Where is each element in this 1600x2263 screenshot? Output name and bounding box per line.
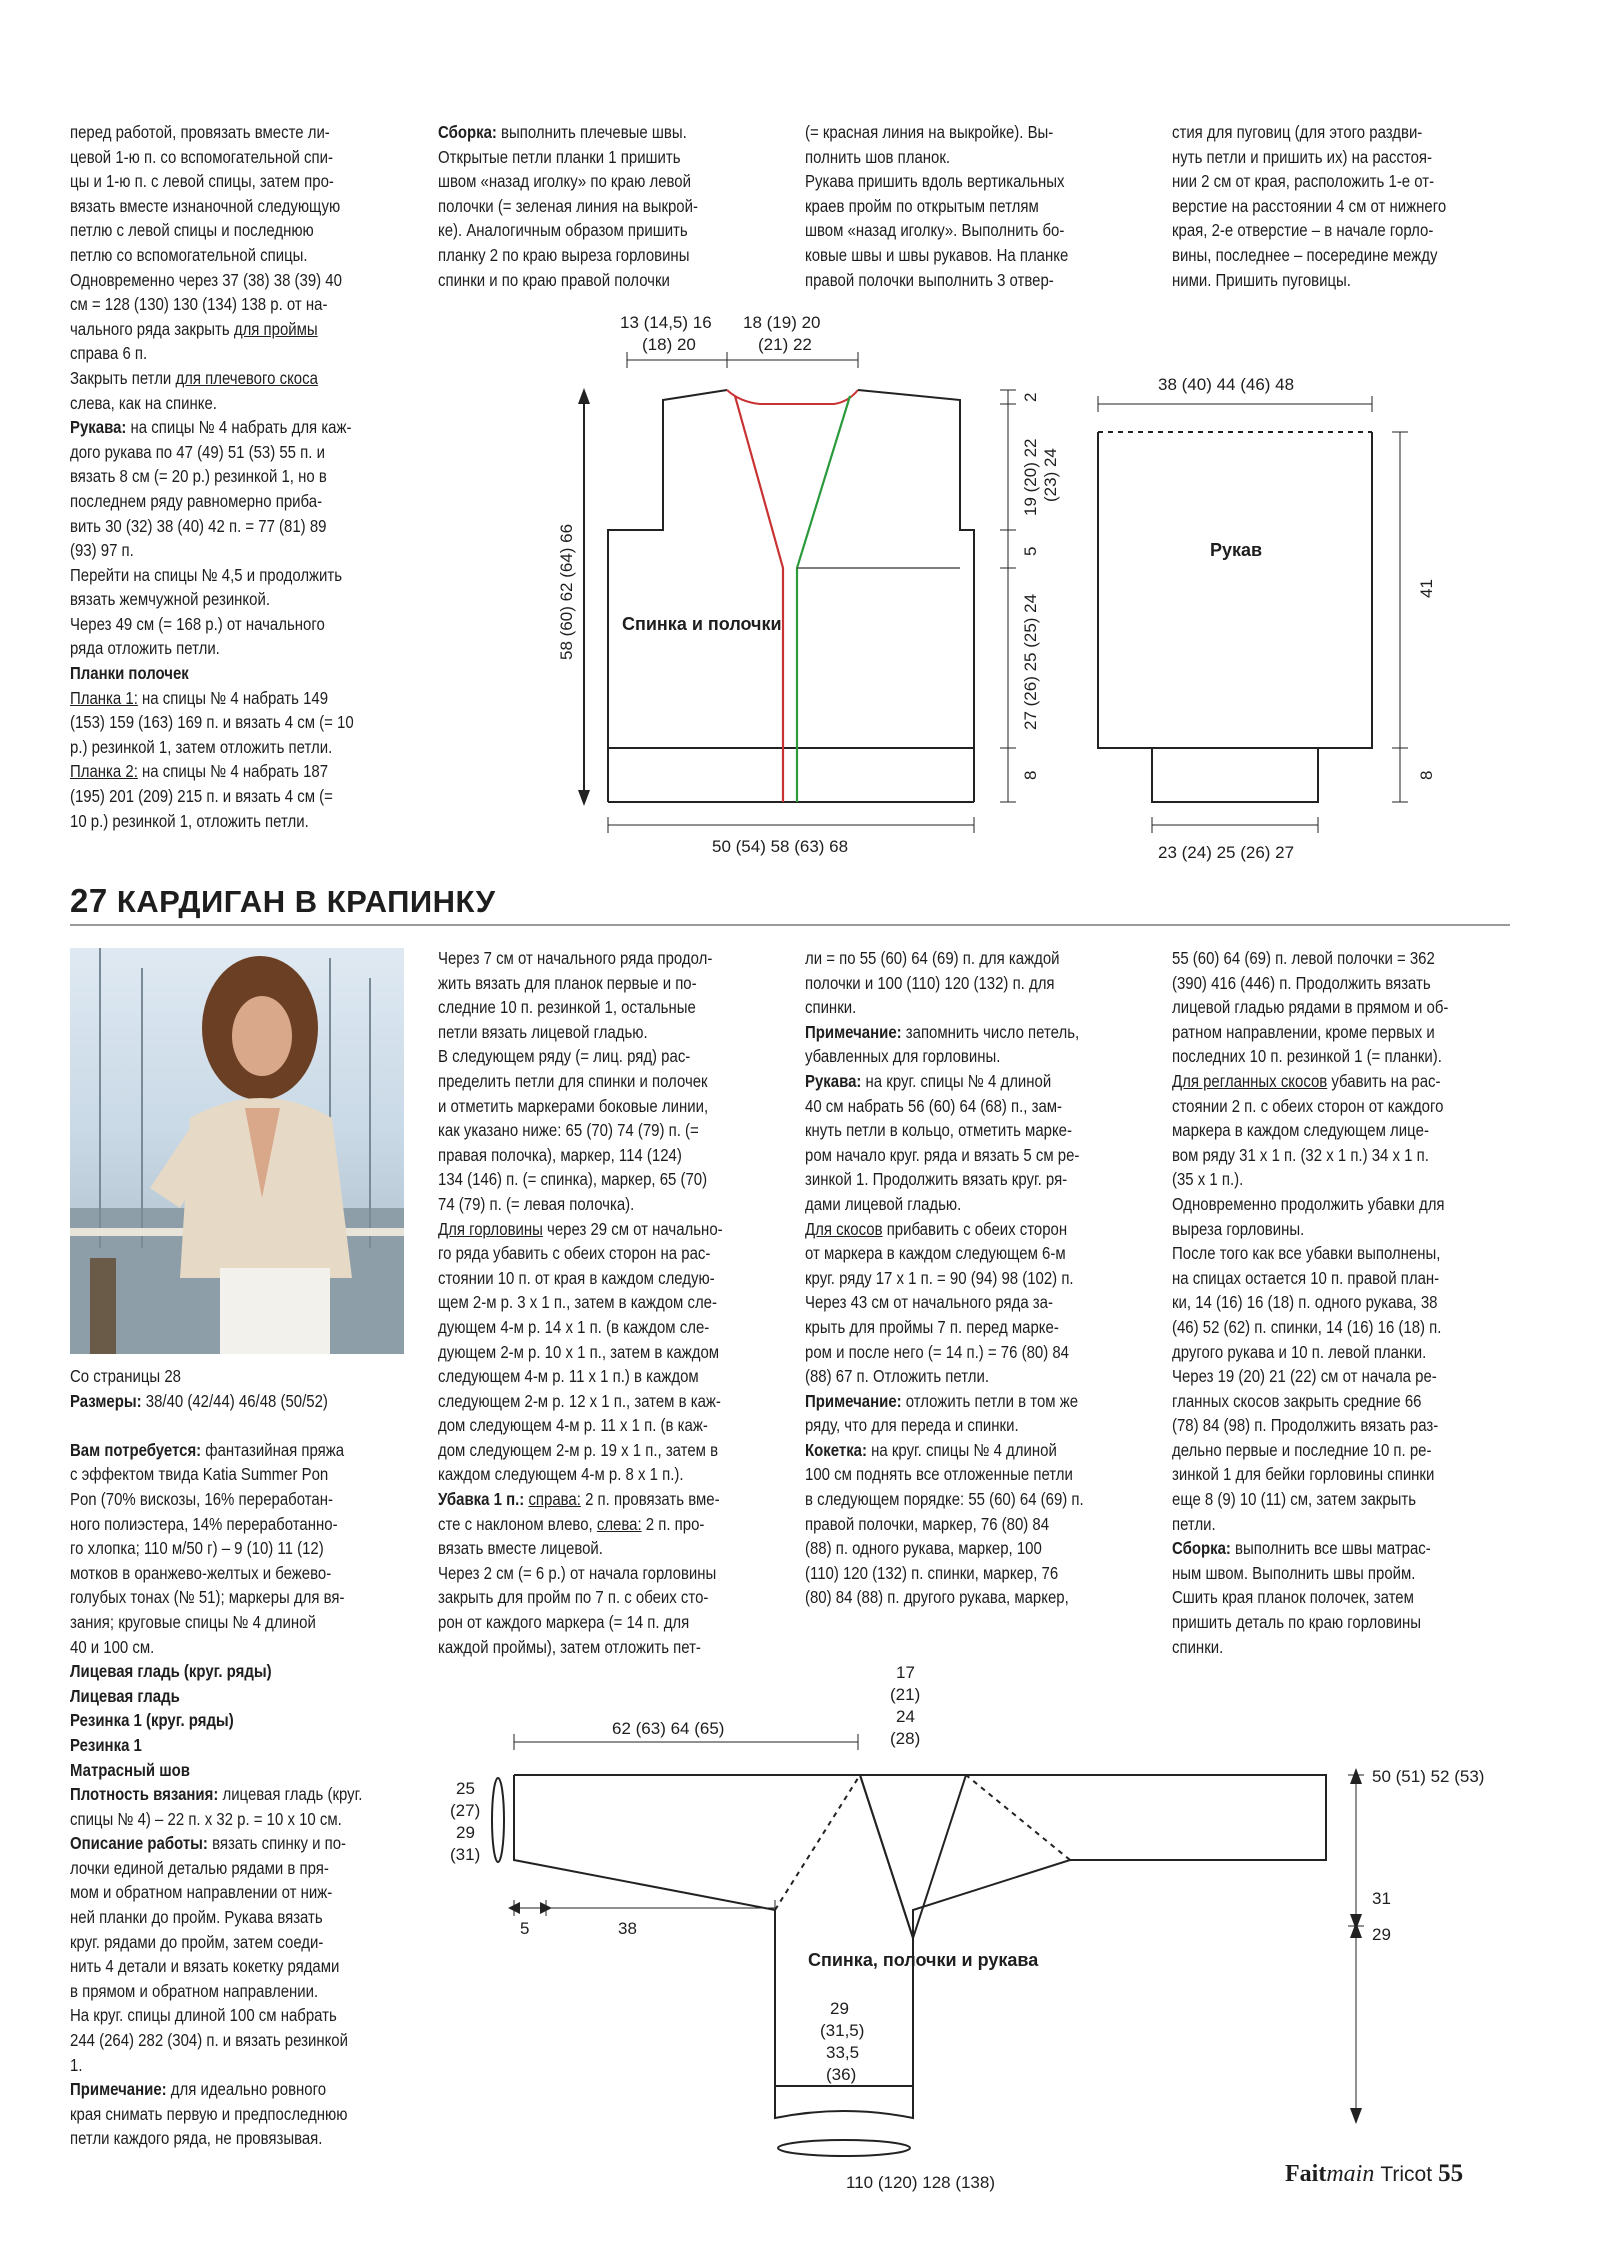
bottom-column-4 xyxy=(1172,946,1464,1659)
text-line: Примечание: для идеально ровного xyxy=(70,2079,327,2100)
text-line: 40 см набрать 56 (60) 64 (68) п., зам- xyxy=(805,1095,1063,1116)
text-line: Перейти на спицы № 4,5 и продолжить xyxy=(70,564,343,585)
arrow-up-icon xyxy=(1350,1922,1362,1938)
dim-neck-d: (28) xyxy=(890,1729,921,1748)
text-line: полочки (= зеленая линия на выкрой- xyxy=(438,195,698,216)
text-line: следние 10 п. резинкой 1, остальные xyxy=(438,997,696,1018)
text-line: зания; круговые спицы № 4 длиной xyxy=(70,1611,316,1632)
text-line: цевой 1-ю п. со вспомогательной спи- xyxy=(70,146,333,167)
text-line: и отметить маркерами боковые линии, xyxy=(438,1095,709,1116)
text-line: швом «назад иголку» по краю левой xyxy=(438,171,691,192)
page-footer xyxy=(1285,2160,1463,2188)
text-line: Одновременно через 37 (38) 38 (39) 40 xyxy=(70,269,342,290)
text-line: верстие на расстоянии 4 см от нижнего xyxy=(1172,195,1447,216)
text-line: го ряда убавить с обеих сторон на рас- xyxy=(438,1243,711,1264)
text-line: каждом следующем 4-м р. 8 х 1 п.). xyxy=(438,1464,684,1485)
text-line: спинки. xyxy=(805,997,857,1018)
text-line: Рукава: на спицы № 4 набрать для каж- xyxy=(70,417,352,438)
diagram-sleeve xyxy=(1098,396,1408,833)
text-line: зинкой 1 для бейки горловины спинки xyxy=(1172,1464,1435,1485)
text-line: слева, как на спинке. xyxy=(70,392,217,413)
dim-right-31: 31 xyxy=(1372,1889,1391,1908)
dim-right-50: 50 (51) 52 (53) xyxy=(1372,1767,1485,1786)
text-line: В следующем ряду (= лиц. ряд) рас- xyxy=(438,1046,691,1067)
text-line: петли вязать лицевой гладью. xyxy=(438,1021,648,1042)
dim-right-5: 5 xyxy=(1021,546,1040,556)
footer-brand-main: main xyxy=(1326,2161,1375,2187)
piece-label-body-sleeves: Спинка, полочки и рукава xyxy=(808,1950,1039,1970)
text-line: вязать жемчужной резинкой. xyxy=(70,589,270,610)
page-number: 55 xyxy=(1438,2160,1464,2187)
diagram1-labels xyxy=(557,313,1060,856)
text-line: петли каждого ряда, не провязывая. xyxy=(70,2128,323,2149)
text-line: Сборка: выполнить плечевые швы. xyxy=(438,122,687,142)
text-line: полнить шов планок. xyxy=(805,146,951,167)
text-line: последнем ряду равномерно приба- xyxy=(70,490,323,511)
text-line: жить вязать для планок первые и по- xyxy=(438,972,697,993)
text-line: ным швом. Выполнить швы пройм. xyxy=(1172,1562,1416,1583)
arrow-down-icon xyxy=(1350,2108,1362,2124)
text-line: рон от каждого маркера (= 14 п. для xyxy=(438,1612,690,1633)
text-line: нуть петли и пришить их) на расстоя- xyxy=(1172,146,1433,167)
text-line: зинкой 1. Продолжить вязать круг. ря- xyxy=(805,1169,1068,1190)
text-line: (78) 84 (98) п. Продолжить вязать раз- xyxy=(1172,1415,1439,1436)
text-line: каждой проймы), затем отложить пет- xyxy=(438,1636,701,1657)
arrow-up-icon xyxy=(1350,1768,1362,1784)
text-line: (93) 97 п. xyxy=(70,540,134,561)
text-line: кнуть петли в кольцо, отметить марке- xyxy=(805,1120,1072,1141)
text-line: (80) 84 (88) п. другого рукава, маркер, xyxy=(805,1587,1069,1608)
text-line: Описание работы: вязать спинку и по- xyxy=(70,1833,347,1854)
dim-right-2: 2 xyxy=(1021,392,1040,402)
text-line: Планка 1: на спицы № 4 набрать 149 xyxy=(70,687,329,708)
text-line: последних 10 п. резинкой 1 (= планки). xyxy=(1172,1046,1442,1067)
text-line: ряду, что для переда и спинки. xyxy=(805,1415,1019,1436)
text-line: ней планки до пройм. Рукава вязать xyxy=(70,1907,323,1928)
text-line: Лицевая гладь (круг. ряды) xyxy=(70,1661,272,1682)
text-line: ними. Пришить пуговицы. xyxy=(1172,269,1351,290)
text-line: швом «назад иголку». Выполнить бо- xyxy=(805,220,1065,241)
text-line: (= красная линия на выкройке). Вы- xyxy=(805,122,1054,142)
text-line: вязать вместе лицевой. xyxy=(438,1538,603,1559)
text-line: пришить деталь по краю горловины xyxy=(1172,1612,1422,1633)
text-line: (110) 120 (132) п. спинки, маркер, 76 xyxy=(805,1562,1059,1583)
text-line: р.) резинкой 1, затем отложить петли. xyxy=(70,736,333,757)
dim-right-29: 29 xyxy=(1372,1925,1391,1944)
text-line: в следующем порядке: 55 (60) 64 (69) п. xyxy=(805,1489,1084,1510)
section-title: КАРДИГАН В КРАПИНКУ xyxy=(116,884,496,919)
text-line: Открытые петли планки 1 пришить xyxy=(438,146,681,167)
text-line: круг. рядами до пройм, затем соеди- xyxy=(70,1931,324,1952)
piece-label-sleeve: Рукав xyxy=(1210,540,1263,560)
text-line: на спицах остается 10 п. правой план- xyxy=(1172,1267,1440,1288)
text-line: краев пройм по открытым петлям xyxy=(805,195,1039,216)
text-line: Рукава пришить вдоль вертикальных xyxy=(805,171,1065,192)
text-line: следующем 2-м р. 12 х 1 п., затем в каж- xyxy=(438,1390,721,1411)
text-line: (195) 201 (209) 215 п. и вязать 4 см (= xyxy=(70,786,333,807)
text-line: 40 и 100 см. xyxy=(70,1636,155,1657)
text-line: от маркера в каждом следующем 6-м xyxy=(805,1243,1066,1264)
text-line: Вам потребуется: фантазийная пряжа xyxy=(70,1439,345,1460)
dim-cuff-d: (31) xyxy=(450,1845,481,1864)
text-line: пределить петли для спинки и полочек xyxy=(438,1070,708,1091)
diagram-raglan xyxy=(492,1734,1364,2156)
text-line: петлю с левой спицы и последнюю xyxy=(70,220,314,241)
text-line: Для регланных скосов убавить на рас- xyxy=(1172,1070,1441,1091)
text-line: стоянии 2 п. с обеих сторон от каждого xyxy=(1172,1095,1444,1116)
text-line: Закрыть петли для плечевого скоса xyxy=(70,367,318,388)
section-divider xyxy=(70,924,1510,926)
dim-right-23: (23) 24 xyxy=(1041,448,1060,502)
text-line: Сборка: выполнить все швы матрас- xyxy=(1172,1538,1431,1559)
dim-shoulder-2: (18) 20 xyxy=(642,335,696,354)
arrow-down-icon xyxy=(578,790,590,806)
text-line: ки, 14 (16) 16 (18) п. одного рукава, 38 xyxy=(1172,1292,1438,1313)
text-line: Убавка 1 п.: справа: 2 п. провязать вме- xyxy=(438,1489,720,1510)
text-line: Плотность вязания: лицевая гладь (круг. xyxy=(70,1784,363,1805)
text-line: справа 6 п. xyxy=(70,343,148,364)
text-line: Лицевая гладь xyxy=(70,1685,180,1706)
text-line: Матрасный шов xyxy=(70,1759,191,1780)
text-line: гланных скосов закрыть средние 66 xyxy=(1172,1390,1422,1411)
text-line: планку 2 по краю выреза горловины xyxy=(438,244,690,265)
text-line: дующем 4-м р. 14 х 1 п. (в каждом сле- xyxy=(438,1316,710,1337)
text-line: ке). Аналогичным образом пришить xyxy=(438,220,688,241)
dim-hem-width: 110 (120) 128 (138) xyxy=(846,2173,996,2192)
text-line: вины, последнее – посередине между xyxy=(1172,244,1438,265)
dim-right-8: 8 xyxy=(1021,770,1040,780)
text-line: вить 30 (32) 38 (40) 42 п. = 77 (81) 89 xyxy=(70,515,327,536)
text-line: дами лицевой гладью. xyxy=(805,1193,962,1214)
text-line: 134 (146) п. (= спинка), маркер, 65 (70) xyxy=(438,1169,708,1190)
text-line: Для горловины через 29 см от начально- xyxy=(438,1218,723,1239)
text-line: 244 (264) 282 (304) п. и вязать резинкой 1. xyxy=(70,2030,348,2075)
text-line: спинки. xyxy=(1172,1636,1224,1657)
text-line: Примечание: запомнить число петель, xyxy=(805,1021,1080,1042)
text-line: как указано ниже: 65 (70) 74 (79) п. (= xyxy=(438,1120,699,1141)
text-line: После того как все убавки выполнены, xyxy=(1172,1243,1441,1264)
text-line: с эффектом твида Katia Summer Pon xyxy=(70,1464,329,1485)
text-line: Через 49 см (= 168 р.) от начального xyxy=(70,613,325,634)
text-line: перед работой, провязать вместе ли- xyxy=(70,122,330,142)
dim-neck-a: 17 xyxy=(896,1663,915,1682)
text-line: Pon (70% вискозы, 16% переработан- xyxy=(70,1488,333,1509)
text-line: Планка 2: на спицы № 4 набрать 187 xyxy=(70,761,329,782)
text-line: другого рукава и 10 п. левой планки. xyxy=(1172,1341,1427,1362)
text-line xyxy=(70,1413,362,1438)
text-line: мотков в оранжево-желтых и бежево- xyxy=(70,1562,332,1583)
text-line: полочки и 100 (110) 120 (132) п. для xyxy=(805,972,1055,993)
text-line: вязать вместе изнаночной следующую xyxy=(70,195,341,216)
text-line: вязать 8 см (= 20 р.) резинкой 1, но в xyxy=(70,466,327,487)
text-line: нии 2 см от края, расположить 1-е от- xyxy=(1172,171,1435,192)
dim-front-c: 33,5 xyxy=(826,2043,860,2062)
text-line: ряда отложить петли. xyxy=(70,638,220,659)
dim-neck-2: (21) 22 xyxy=(758,335,812,354)
dim-cuff-b: (27) xyxy=(450,1801,481,1820)
text-line: Сшить края планок полочек, затем xyxy=(1172,1587,1414,1608)
text-line: маркера в каждом следующем лицe- xyxy=(1172,1120,1429,1141)
text-line: лочки единой деталью рядами в пря- xyxy=(70,1857,329,1878)
text-line: убавленных для горловины. xyxy=(805,1046,1001,1067)
dim-shoulder-1: 13 (14,5) 16 xyxy=(620,313,712,332)
text-line: правая полочка), маркер, 114 (124) xyxy=(438,1144,682,1165)
text-line: (88) п. одного рукава, маркер, 100 xyxy=(805,1538,1042,1559)
text-line: дом следующем 2-м р. 19 х 1 п., затем в xyxy=(438,1439,719,1460)
text-line: ром начало круг. ряда и вязать 5 см ре- xyxy=(805,1144,1080,1165)
bottom-column-3 xyxy=(805,946,1097,1610)
dim-left-5: 5 xyxy=(520,1919,530,1938)
text-line: Через 19 (20) 21 (22) см от начала ре- xyxy=(1172,1366,1437,1387)
dim-right-27: 27 (26) 25 (25) 24 xyxy=(1021,593,1040,730)
text-line: спинки и по краю правой полочки xyxy=(438,269,670,290)
text-line: 10 р.) резинкой 1, отложить петли. xyxy=(70,810,309,831)
section-heading xyxy=(70,882,496,920)
text-line: го хлопка; 110 м/50 г) – 9 (10) 11 (12) xyxy=(70,1538,324,1559)
text-line: правой полочки, маркер, 76 (80) 84 xyxy=(805,1513,1050,1534)
diagram2-labels xyxy=(1158,375,1436,862)
text-line: крыть для проймы 7 п. перед марке- xyxy=(805,1316,1059,1337)
text-line: еще 8 (9) 10 (11) см, затем закрыть xyxy=(1172,1489,1417,1510)
cardigan-photo xyxy=(70,948,404,1354)
text-line: нить 4 детали и вязать кокетку рядами xyxy=(70,1956,340,1977)
section-number: 27 xyxy=(70,882,108,919)
text-line: цы и 1-ю п. с левой спицы, затем про- xyxy=(70,171,334,192)
text-line: следующем 4-м р. 11 х 1 п.) в каждом xyxy=(438,1366,699,1387)
cardigan-model-photo-icon xyxy=(70,948,404,1354)
text-line: в прямом и обратном направлении. xyxy=(70,1980,319,2001)
text-line: 100 см поднять все отложенные петли xyxy=(805,1464,1073,1485)
dim-front-d: (36) xyxy=(826,2065,857,2084)
footer-tricot: Tricot xyxy=(1380,2163,1433,2186)
text-line: На круг. спицы длиной 100 см набрать xyxy=(70,2005,337,2026)
text-line: Со страницы 28 xyxy=(70,1366,181,1386)
text-line: выреза горловины. xyxy=(1172,1218,1305,1239)
text-line: дом следующем 4-м р. 11 х 1 п. (в каж- xyxy=(438,1415,708,1436)
text-line: дельно первые и последние 10 п. ре- xyxy=(1172,1439,1432,1460)
text-line: ного полиэстера, 14% переработанно- xyxy=(70,1513,338,1534)
text-line: ратном направлении, кроме первых и xyxy=(1172,1021,1435,1042)
dim-neck-b: (21) xyxy=(890,1685,921,1704)
footer-brand-fait: Fait xyxy=(1285,2161,1327,2187)
dim-left-38: 38 xyxy=(618,1919,637,1938)
text-line: стоянии 10 п. от края в каждом следую- xyxy=(438,1267,715,1288)
text-line: спицы № 4) – 22 п. х 32 р. = 10 х 10 см. xyxy=(70,1808,342,1829)
text-line: стия для пуговиц (для этого раздви- xyxy=(1172,122,1423,142)
dim-total-height: 58 (60) 62 (64) 66 xyxy=(557,523,576,660)
text-line: лицевой гладью рядами в прямом и об- xyxy=(1172,997,1449,1018)
text-line: Через 2 см (= 6 р.) от начала горловины xyxy=(438,1562,717,1583)
dim-cuff-a: 25 xyxy=(456,1779,475,1798)
dim-sleeve-top: 38 (40) 44 (46) 48 xyxy=(1158,375,1295,394)
text-line: голубых тонах (№ 51); маркеры для вя- xyxy=(70,1587,345,1608)
text-line: сте с наклоном влево, слева: 2 п. про- xyxy=(438,1513,705,1534)
text-line: закрыть для пройм по 7 п. с обеих сто- xyxy=(438,1587,709,1608)
arrow-up-icon xyxy=(578,388,590,404)
text-line: края снимать первую и предпоследнюю xyxy=(70,2103,348,2124)
text-line: ром и после него (= 14 п.) = 76 (80) 84 xyxy=(805,1341,1069,1362)
text-line: (390) 416 (446) п. Продолжить вязать xyxy=(1172,972,1431,993)
text-line: круг. ряду 17 х 1 п. = 90 (94) 98 (102) п. xyxy=(805,1267,1074,1288)
dim-sleeve-8: 8 xyxy=(1417,770,1436,780)
dim-neck-1: 18 (19) 20 xyxy=(743,313,821,332)
text-line: края, 2-е отверстие – в начале горло- xyxy=(1172,220,1434,241)
text-line: Рукава: на круг. спицы № 4 длиной xyxy=(805,1070,1052,1091)
bottom-column-1 xyxy=(70,1364,362,2151)
text-line: Планки полочек xyxy=(70,663,189,684)
text-line: Через 7 см от начального ряда продол- xyxy=(438,948,713,968)
text-line: петлю со вспомогательной спицы. xyxy=(70,244,308,265)
dim-cuff-c: 29 xyxy=(456,1823,475,1842)
text-line: правой полочки выполнить 3 отвер- xyxy=(805,269,1054,290)
text-line: Примечание: отложить петли в том же xyxy=(805,1390,1079,1411)
text-line: ковые швы и швы рукавов. На планке xyxy=(805,244,1069,265)
text-line: петли. xyxy=(1172,1513,1216,1534)
dim-sleeve-length: 62 (63) 64 (65) xyxy=(612,1719,725,1738)
dim-front-b: (31,5) xyxy=(820,2021,865,2040)
text-line: Через 43 см от начального ряда за- xyxy=(805,1292,1053,1313)
text-line: (46) 52 (62) п. спинки, 14 (16) 16 (18) п. xyxy=(1172,1316,1442,1337)
text-line: (35 х 1 п.). xyxy=(1172,1169,1244,1190)
dim-sleeve-bottom: 23 (24) 25 (26) 27 xyxy=(1158,843,1295,862)
text-line: Резинка 1 (круг. ряды) xyxy=(70,1710,234,1731)
dim-right-19: 19 (20) 22 xyxy=(1021,438,1040,516)
piece-label-back-fronts: Спинка и полочки xyxy=(622,614,782,634)
text-line: дующем 2-м р. 10 х 1 п., затем в каждом xyxy=(438,1341,720,1362)
text-line: см = 128 (130) 130 (134) 138 р. от на- xyxy=(70,294,328,315)
text-line: Кокетка: на круг. спицы № 4 длиной xyxy=(805,1439,1057,1460)
dim-front-a: 29 xyxy=(830,1999,849,2018)
text-line: вом ряду 31 х 1 п. (32 х 1 п.) 34 х 1 п. xyxy=(1172,1144,1429,1165)
dim-neck-c: 24 xyxy=(896,1707,915,1726)
text-line: ли = по 55 (60) 64 (69) п. для каждой xyxy=(805,948,1060,968)
diagram-back-and-fronts xyxy=(584,352,1016,833)
text-line: (88) 67 п. Отложить петли. xyxy=(805,1366,989,1387)
text-line: Для скосов прибавить с обеих сторон xyxy=(805,1218,1068,1239)
text-line: дого рукава по 47 (49) 51 (53) 55 п. и xyxy=(70,441,325,462)
text-line: мом и обратном направлении от ниж- xyxy=(70,1882,333,1903)
dim-sleeve-41: 41 xyxy=(1417,579,1436,598)
dim-bottom-width: 50 (54) 58 (63) 68 xyxy=(712,837,849,856)
text-line: Одновременно продолжить убавки для xyxy=(1172,1193,1445,1214)
text-line: щем 2-м р. 3 х 1 п., затем в каждом сле- xyxy=(438,1292,717,1313)
text-line: чального ряда закрыть для проймы xyxy=(70,318,318,339)
bottom-column-2 xyxy=(438,946,730,1659)
text-line: 74 (79) п. (= левая полочка). xyxy=(438,1193,635,1214)
text-line: Резинка 1 xyxy=(70,1734,142,1755)
text-line: Размеры: 38/40 (42/44) 46/48 (50/52) xyxy=(70,1390,328,1411)
text-line: (153) 159 (163) 169 п. и вязать 4 см (= 10 xyxy=(70,712,354,733)
text-line: 55 (60) 64 (69) п. левой полочки = 362 xyxy=(1172,948,1435,968)
